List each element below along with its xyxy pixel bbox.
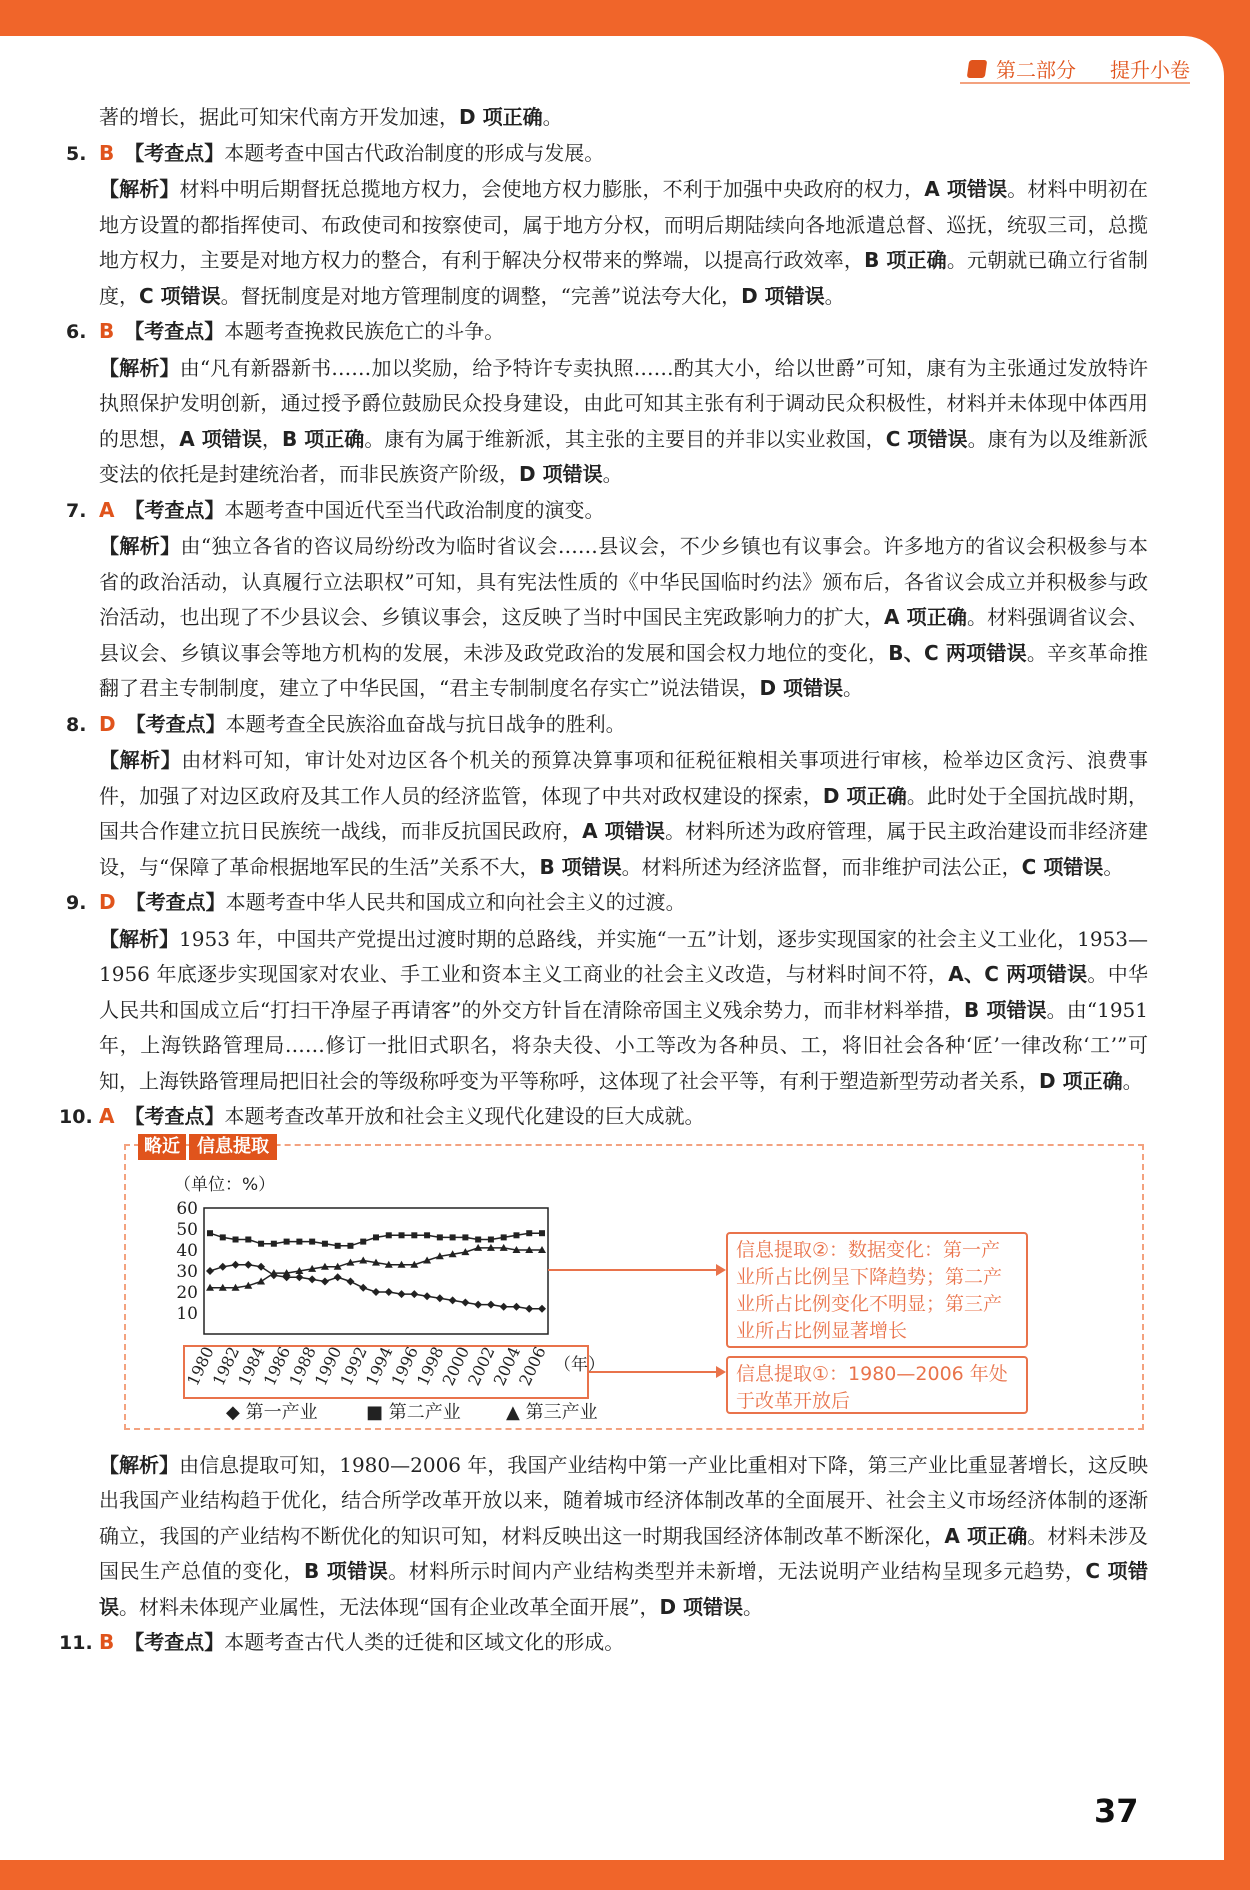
callout-info-2: 信息提取②：数据变化：第一产业所占比例呈下降趋势；第二产业所占比例变化不明显；第三产业所占比例显著增长 [726, 1232, 1028, 1348]
y-tick-label: 60 [176, 1198, 198, 1219]
data-point-secondary [322, 1240, 328, 1246]
data-point-primary [538, 1304, 546, 1312]
data-point-primary [474, 1300, 482, 1308]
x-tick-label: 1982 [208, 1343, 244, 1389]
q10-number: 10. [59, 1106, 93, 1128]
data-point-primary [257, 1262, 265, 1270]
q7-analysis: 【解析】由“独立各省的咨议局纷纷改为临时省议会……县议会，不少乡镇也有议事会。许多地方的省议会积极参与本省的政治活动，认真履行立法职权”可知，具有宪法性质的《中华民国临时约法》颁布后，各省议会成立并积极参与政治活动，也出现了不少县议会、乡镇议事会，这反映了当时中国民主宪政影响力的扩大，A 项正确。材料强调省议会、县议会、乡镇议事会等地方机构的发展，未涉及政党政治的发展和国会权力地位的变化，B、C 两项错误。辛亥革命推翻了君主专制制度，建立了中华民国，“君主专制制度名存实亡”说法错误，D 项错误。 [99, 534, 1149, 700]
q9-answer: D [99, 890, 116, 914]
data-point-primary [232, 1260, 240, 1268]
q5-analysis: 【解析】材料中明后期督抚总揽地方权力，会使地方权力膨胀，不利于加强中央政府的权力，A 项错误。材料中明初在地方设置的都指挥使司、布政使司和按察使司，属于地方分权，而明后期陆续向各地派遣总督、巡抚，统驭三司，总揽地方权力，主要是对地方权力的整合，有利于解决分权带来的弊端，以提高行政效率，B 项正确。元朝就已确立行省制度，C 项错误。督抚制度是对地方管理制度的调整，“完善”说法夸大化，D 项错误。 [99, 177, 1149, 308]
data-point-primary [219, 1262, 227, 1270]
x-axis-label: （年） [554, 1354, 605, 1375]
q9-header: 9. D 【考查点】本题考查中华人民共和国成立和向社会主义的过渡。 [66, 885, 1148, 922]
q7-header: 7. A 【考查点】本题考查中国近代至当代政治制度的演变。 [66, 493, 1148, 530]
data-point-secondary [373, 1234, 379, 1240]
q8-answer: D [99, 711, 116, 736]
x-tick-label: 1990 [310, 1343, 346, 1389]
q8-header: 8. D 【考查点】本题考查全民族浴血奋战与抗日战争的胜利。 [66, 707, 1148, 744]
q7-number: 7. [66, 499, 87, 522]
data-point-tertiary [359, 1256, 367, 1263]
data-point-secondary [437, 1234, 443, 1240]
q5-answer: B [99, 140, 115, 165]
data-point-secondary [258, 1240, 264, 1246]
x-tick-label: 1994 [361, 1343, 397, 1389]
data-point-primary [359, 1283, 367, 1291]
header-underline [960, 82, 1190, 84]
data-point-secondary [347, 1242, 353, 1248]
data-point-secondary [513, 1232, 519, 1238]
legend-item: ▲ 第三产业 [506, 1401, 598, 1423]
callout-arrow-2-head [716, 1264, 726, 1276]
q6-answer: B [99, 319, 115, 343]
callout-info-1: 信息提取①：1980—2006 年处于改革开放后 [726, 1356, 1028, 1414]
x-tick-label: 1996 [387, 1343, 422, 1389]
q9-number: 9. [66, 892, 87, 914]
x-tick-label: 2004 [489, 1343, 525, 1389]
data-point-primary [321, 1277, 329, 1285]
data-point-secondary [501, 1234, 507, 1240]
info-tag-brand: 略近 [138, 1134, 186, 1160]
header-section: 提升小卷 [1110, 58, 1190, 82]
plot-frame [204, 1208, 548, 1334]
data-point-secondary [539, 1230, 545, 1236]
data-point-primary [500, 1302, 508, 1310]
data-point-secondary [296, 1238, 302, 1244]
q11-number: 11. [59, 1632, 93, 1654]
data-point-primary [385, 1288, 393, 1296]
q9-analysis: 【解析】1953 年，中国共产党提出过渡时期的总路线，并实施“一五”计划，逐步实现国家的社会主义工业化，1953—1956 年底逐步实现国家对农业、手工业和资本主义工商业的社会主义改造，与材料时间不符，A、C 两项错误。中华人民共和国成立后“打扫干净屋子再请客”的外交方针旨在清除帝国主义残余势力，而非材料举措，B 项错误。由“1951 年，上海铁路管理局……修订一批旧式职名，将杂夫役、小工等改为各种员、工，将旧社会各种‘匠’一律改称‘工’”可知，上海铁路管理局把旧社会的等级称呼变为平等称呼，这体现了社会平等，有利于塑造新型劳动者关系，D 项正确。 [99, 926, 1149, 1093]
data-point-secondary [424, 1232, 430, 1238]
data-point-primary [436, 1294, 444, 1302]
data-point-primary [346, 1277, 354, 1285]
page-number: 37 [1094, 1792, 1139, 1830]
data-point-secondary [450, 1234, 456, 1240]
answer-content [59, 100, 1149, 1662]
data-point-primary [398, 1290, 406, 1298]
q8-number: 8. [66, 713, 87, 736]
data-point-primary [308, 1275, 316, 1283]
data-point-secondary [207, 1230, 213, 1236]
legend-item: ■ 第二产业 [366, 1401, 461, 1423]
data-point-secondary [309, 1238, 315, 1244]
data-point-primary [525, 1304, 533, 1312]
header-part: 第二部分 [996, 58, 1076, 82]
data-point-secondary [245, 1236, 251, 1242]
legend-item: ◆ 第一产业 [226, 1401, 318, 1423]
q7-answer: A [99, 497, 115, 522]
data-point-secondary [360, 1238, 366, 1244]
data-point-secondary [462, 1234, 468, 1240]
data-point-primary [410, 1290, 418, 1298]
data-point-primary [487, 1300, 495, 1308]
q6-analysis: 【解析】由“凡有新器新书……加以奖励，给予特许专卖执照……酌其大小，给以世爵”可知，康有为主张通过发放特许执照保护发明创新，通过授予爵位鼓励民众投身建设，由此可知其主张有利于调动民众积极性，材料并未体现中体西用的思想，A 项错误，B 项正确。康有为属于维新派，其主张的主要目的并非以实业救国，C 项错误。康有为以及维新派变法的依托是封建统治者，而非民族资产阶级，D 项错误。 [99, 355, 1149, 486]
intro-paragraph: 著的增长，据此可知宋代南方开发加速，D 项正确。 [99, 105, 563, 129]
section-marker-icon [967, 60, 988, 78]
data-point-primary [512, 1302, 520, 1310]
data-point-secondary [220, 1234, 226, 1240]
q5-number: 5. [66, 142, 87, 165]
data-point-primary [206, 1267, 214, 1275]
page-frame-top [0, 0, 1250, 36]
q6-header: 6. B 【考查点】本题考查挽救民族危亡的斗争。 [66, 314, 1148, 351]
q5-header: 5. B 【考查点】本题考查中国古代政治制度的形成与发展。 [66, 136, 1148, 173]
x-tick-label: 1980 [183, 1343, 218, 1389]
data-point-primary [334, 1273, 342, 1281]
data-point-secondary [335, 1242, 341, 1248]
y-tick-label: 30 [176, 1261, 198, 1282]
chart-unit-label: （单位：%） [174, 1174, 276, 1195]
info-extraction-box [124, 1135, 1144, 1430]
q11-header: 11. B 【考查点】本题考查古代人类的迁徙和区域文化的形成。 [66, 1625, 1148, 1662]
q10-answer: A [99, 1104, 115, 1128]
data-point-primary [423, 1292, 431, 1300]
q8-analysis: 【解析】由材料可知，审计处对边区各个机关的预算决算事项和征税征粮相关事项进行审核，检举边区贪污、浪费事件，加强了对边区政府及其工作人员的经济监管，体现了中共对政权建设的探索，D 项正确。此时处于全国抗战时期，国共合作建立抗日民族统一战线，而非反抗国民政府，A 项错误。材料所述为政府管理，属于民主政治建设而非经济建设，与“保障了革命根据地军民的生活”关系不大，B 项错误。材料所述为经济监督，而非维护司法公正，C 项错误。 [99, 748, 1149, 879]
x-tick-label: 2002 [464, 1343, 499, 1389]
x-tick-label: 1986 [259, 1343, 295, 1389]
data-point-tertiary [257, 1277, 265, 1284]
y-tick-label: 50 [176, 1219, 198, 1240]
x-tick-label: 1984 [234, 1343, 269, 1389]
data-point-primary [244, 1260, 252, 1268]
data-point-secondary [386, 1232, 392, 1238]
y-tick-label: 20 [176, 1282, 198, 1303]
running-header [968, 54, 1190, 83]
q11-answer: B [99, 1630, 115, 1654]
page-frame-bottom [0, 1860, 1250, 1890]
q10-analysis: 【解析】由信息提取可知，1980—2006 年，我国产业结构中第一产业比重相对下降，第三产业比重显著增长，这反映出我国产业结构趋于优化，结合所学改革开放以来，随着城市经济体制改革的全面展开、社会主义市场经济体制的逐渐确立，我国的产业结构不断优化的知识可知，材料反映出这一时期我国经济体制改革不断深化，A 项正确。材料未涉及国民生产总值的变化，B 项错误。材料所示时间内产业结构类型并未新增，无法说明产业结构呈现多元趋势，C 项错误。材料未体现产业属性，无法体现“国有企业改革全面开展”，D 项错误。 [99, 1452, 1149, 1619]
data-point-secondary [475, 1236, 481, 1242]
x-tick-label: 2006 [515, 1343, 550, 1389]
x-tick-label: 1998 [413, 1343, 448, 1389]
q10-header: 10. A 【考查点】本题考查改革开放和社会主义现代化建设的巨大成就。 [66, 1099, 1148, 1136]
data-point-secondary [399, 1232, 405, 1238]
data-point-secondary [284, 1238, 290, 1244]
page-frame-right [1224, 0, 1250, 1890]
x-tick-label: 1992 [336, 1343, 371, 1389]
data-point-secondary [271, 1240, 277, 1246]
x-tick-label: 2000 [438, 1343, 474, 1389]
info-tag-title: 信息提取 [189, 1134, 277, 1160]
data-point-primary [449, 1296, 457, 1304]
q6-number: 6. [66, 321, 87, 343]
y-tick-label: 40 [176, 1240, 198, 1261]
data-point-primary [461, 1298, 469, 1306]
data-point-secondary [488, 1236, 494, 1242]
data-point-secondary [233, 1236, 239, 1242]
x-tick-label: 1988 [285, 1343, 320, 1389]
data-point-primary [295, 1273, 303, 1281]
data-point-secondary [526, 1230, 532, 1236]
data-point-secondary [411, 1232, 417, 1238]
data-point-primary [372, 1288, 380, 1296]
callout-arrow-1-head [716, 1366, 726, 1378]
y-tick-label: 10 [176, 1303, 198, 1324]
